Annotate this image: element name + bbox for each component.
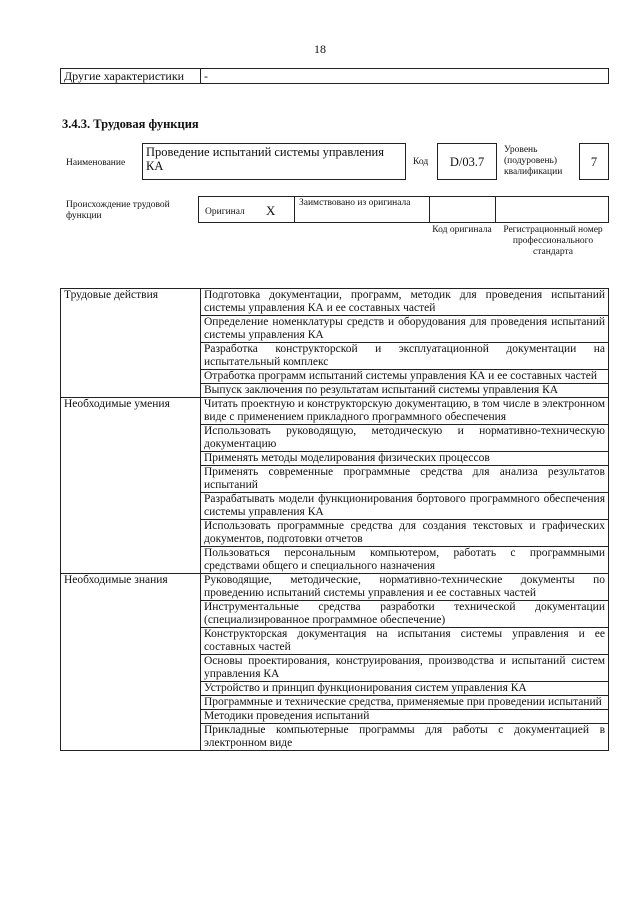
labor-action: Подготовка документации, программ, методик для проведения испытаний системы управления КА и ее составных частей [201,289,609,316]
name-label: Наименование [66,158,126,168]
required-skill: Применять современные программные средства для анализа результатов испытаний [201,466,609,493]
function-details-table [60,288,609,751]
required-skill: Читать проектную и конструкторскую документацию, в том числе в электронном виде с применением прикладного программного обеспечения [201,398,609,425]
code-label: Код [413,157,429,167]
page-number: 18 [314,42,326,56]
required-skill: Использовать руководящую, методическую и нормативно-техническую документацию [201,425,609,452]
required-knowledge: Руководящие, методические, нормативно-технические документы по проведению испытаний системы управления и ее составных частей [201,574,609,601]
labor-action: Выпуск заключения по результатам испытаний системы управления КА [201,384,609,398]
required-skill: Пользоваться персональным компьютером, работать с программными средствами общего и специального назначения [201,547,609,574]
required-knowledge: Прикладные компьютерные программы для работы с документацией в электронном виде [201,724,609,751]
original-code-caption: Код оригинала [432,225,492,235]
borrowed-label: Заимствовано из оригинала [299,198,411,208]
original-label: Оригинал [205,207,245,217]
required-skill: Применять методы моделирования физических процессов [201,452,609,466]
other-characteristics-value: - [201,69,609,84]
qualification-level: 7 [579,143,609,180]
labor-action: Определение номенклатуры средств и оборудования для проведения испытаний системы управления КА [201,316,609,343]
required-knowledge: Методики проведения испытаний [201,710,609,724]
labor-action: Разработка конструкторской и эксплуатационной документации на испытательный комплекс [201,343,609,370]
registration-number-caption: Регистрационный номер профессионального стандарта [503,225,603,257]
required-knowledge: Основы проектирования, конструирования, производства и испытаний систем управления КА [201,655,609,682]
original-mark: X [266,203,276,218]
required-knowledge: Конструкторская документация на испытания системы управления и ее составных частей [201,628,609,655]
section-label: Трудовые действия [61,289,201,316]
function-name: Проведение испытаний системы управления КА [142,143,406,180]
section-label: Необходимые умения [61,398,201,425]
labor-action: Отработка программ испытаний системы управления КА и ее составных частей [201,370,609,384]
other-characteristics-label: Другие характеристики [61,69,201,84]
level-label: Уровень (подуровень) квалификации [504,145,563,177]
required-skill: Использовать программные средства для создания текстовых и графических документов, подготовки отчетов [201,520,609,547]
required-knowledge: Инструментальные средства разработки технической документации (специализированное программное обеспечение) [201,601,609,628]
required-skill: Разрабатывать модели функционирования бортового программного обеспечения системы управления КА [201,493,609,520]
other-characteristics-table [60,68,609,84]
origin-divider [429,196,430,223]
function-code: D/03.7 [437,143,497,180]
origin-divider [294,196,295,223]
section-label: Необходимые знания [61,574,201,601]
origin-label: Происхождение трудовой функции [66,200,170,221]
required-knowledge: Устройство и принцип функционирования систем управления КА [201,682,609,696]
origin-divider [495,196,496,223]
required-knowledge: Программные и технические средства, применяемые при проведении испытаний [201,696,609,710]
section-heading: 3.4.3. Трудовая функция [62,117,199,131]
